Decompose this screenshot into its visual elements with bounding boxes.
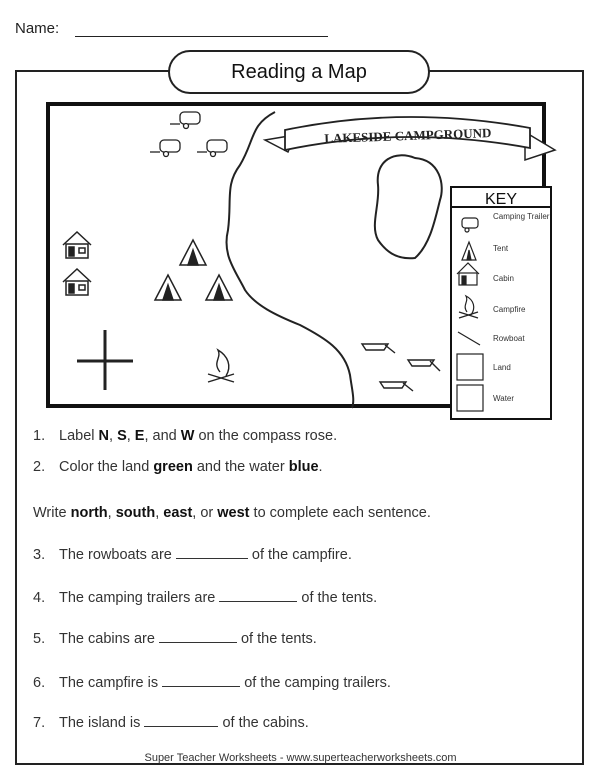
key-item-cabin: Cabin (493, 274, 514, 283)
answer-blank[interactable] (159, 630, 237, 643)
key-item-tent: Tent (493, 244, 509, 253)
rowboat-icon (362, 344, 440, 391)
instruction-1: 1. Label N, S, E, and W on the compass rose. (33, 428, 338, 444)
key-heading: KEY (484, 191, 518, 208)
sentence-7: 7. The island is of the cabins. (33, 715, 309, 731)
tent-icon (155, 240, 232, 300)
page-title: Reading a Map (168, 50, 430, 94)
map-key (451, 187, 551, 419)
trailer-icon (150, 112, 227, 157)
answer-blank[interactable] (176, 546, 248, 559)
banner-ribbon (265, 117, 555, 160)
answer-blank[interactable] (219, 589, 297, 602)
answer-blank[interactable] (162, 674, 240, 687)
name-label: Name: (15, 20, 60, 37)
footer-credit: Super Teacher Worksheets - www.superteacherworksheets.com (144, 752, 457, 764)
sentence-4: 4. The camping trailers are of the tents. (33, 590, 378, 606)
key-item-rowboat: Rowboat (493, 334, 525, 343)
sentence-6: 6. The campfire is of the camping trailers. (33, 675, 391, 691)
write-prompt: Write north, south, east, or west to complete each sentence. (33, 505, 431, 521)
island (375, 155, 442, 258)
sentence-5: 5. The cabins are of the tents. (33, 631, 317, 647)
key-item-water: Water (493, 394, 515, 403)
key-item-campfire: Campfire (493, 305, 526, 314)
banner-text: LAKESIDE CAMPGROUND (324, 125, 492, 146)
answer-blank[interactable] (144, 714, 218, 727)
instruction-2: 2. Color the land green and the water blue. (33, 459, 323, 475)
campfire-icon (208, 350, 234, 382)
key-item-land: Land (493, 363, 511, 372)
key-item-trailer: Camping Trailer (493, 212, 550, 221)
cabin-icon (63, 232, 91, 295)
coastline (226, 112, 353, 408)
sentence-3: 3. The rowboats are of the campfire. (33, 547, 352, 563)
compass-rose (77, 330, 133, 390)
